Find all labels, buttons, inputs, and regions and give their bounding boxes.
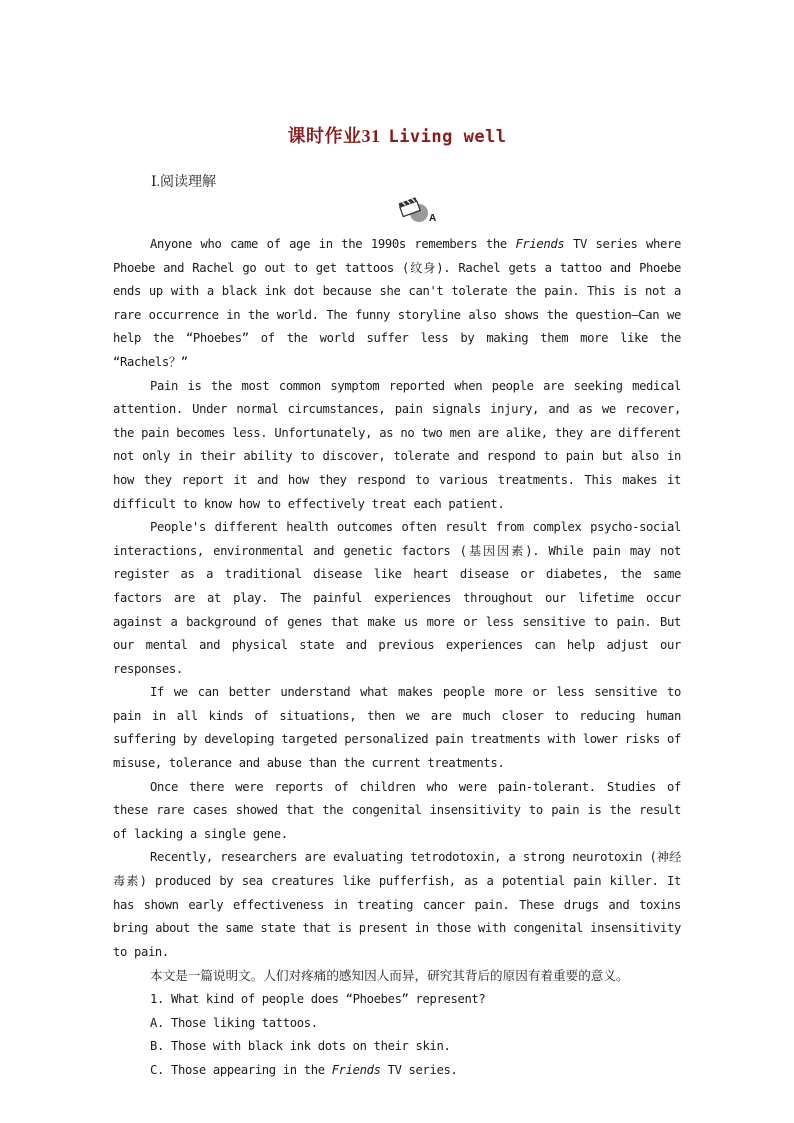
show-title: Friends [515,237,565,251]
paragraph-5: Once there were reports of children who were pain-tolerant. Studies of these rare cases showed that the congenital insensitivity to pain is the result of lacking a single gene. [113,779,681,841]
paragraph-6: Recently, researchers are evaluating tetrodotoxin, a strong neurotoxin (神经毒素) produced by sea creatures like pufferfish, as a potential pain killer. It has shown early effectiveness in treating cancer pain. These drugs and toxins bring about the same state that is present in those with congenital insensitivity to pain. [113,850,681,959]
passage-letter: A [429,213,437,224]
question-stem: 1. What kind of people does “Phoebes” represent? [150,992,486,1006]
title-chinese: 课时作业31 [287,126,381,146]
reading-passage [113,233,681,1082]
option-c-text-b: TV series. [380,1062,458,1077]
section-heading: Ⅰ.阅读理解 [151,175,217,190]
paragraph-2: Pain is the most common symptom reported when people are seeking medical attention. Under normal circumstances, pain signals injury, and as we recover, the pain becomes less. Unfortunately, as no two men are alike, they are different not only in their ability to discover, tolerate and respond to pain but also in how they report it and how they respond to various treatments. This makes it difficult to know how to effectively treat each patient. [113,378,681,511]
option-b: B. Those with black ink dots on their skin. [150,1039,451,1054]
summary-note: 本文是一篇说明文。人们对疼痛的感知因人而异，研究其背后的原因有着重要的意义。 [150,968,629,984]
paragraph-1-text-b: TV series where Phoebe and Rachel go out to get tattoos (纹身). Rachel gets a tattoo and Phoebe ends up with a black ink dot because she can't tolerate the pain. This is not a rare occurrence in the world. The funny storyline also shows the question—Can we help the “Phoebes” of the world suffer less by making them more like the “Rachels？” [113,237,681,369]
option-a: A. Those liking tattoos. [150,1015,318,1030]
paragraph-1 [113,233,681,375]
passage-marker [397,196,441,226]
paragraph-4: If we can better understand what makes people more or less sensitive to pain in all kinds of situations, then we are much closer to reducing human suffering by developing targeted personalized pain treatments with lower risks of misuse, tolerance and abuse than the current treatments. [113,685,681,771]
option-c-text-a: C. Those appearing in the [150,1062,332,1077]
page-title [113,122,681,148]
option-c-show-title: Friends [331,1062,381,1077]
paragraph-3: People's different health outcomes often result from complex psycho-social interactions, environmental and genetic factors (基因因素). While pain may not register as a traditional disease like heart disease or diabetes, the same factors are at play. The painful experiences throughout our lifetime occur against a background of genes that make us more or less sensitive to pain. But our mental and physical state and previous experiences can help adjust our responses. [113,520,681,676]
paragraph-1-text-a: Anyone who came of age in the 1990s remembers the [150,237,516,251]
option-c [113,1059,681,1083]
title-english: Living well [388,127,507,147]
